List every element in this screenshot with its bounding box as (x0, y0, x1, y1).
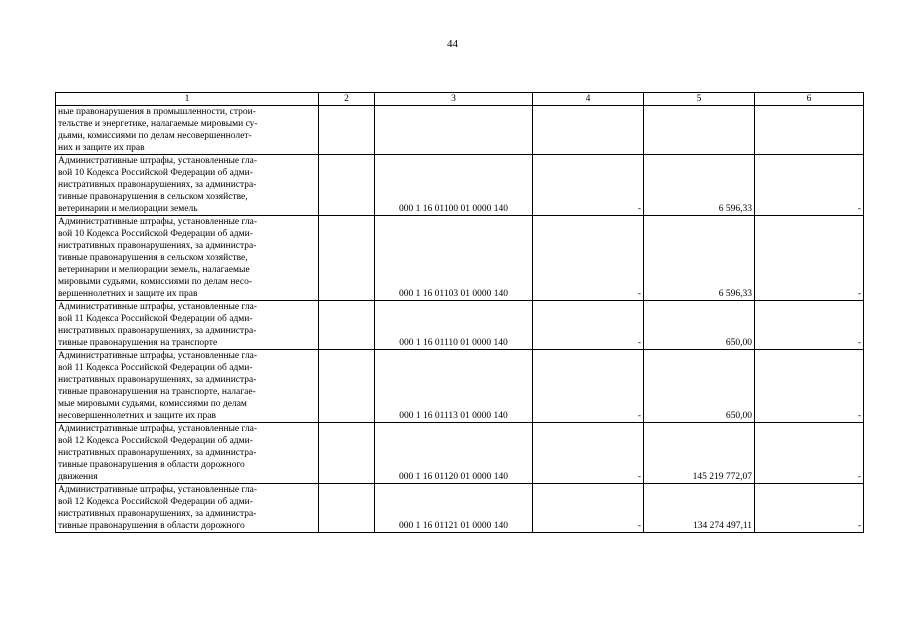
description-line: Административные штрафы, установленные гла- (58, 217, 258, 227)
description-line: тивные правонарушения в сельском хозяйстве, (58, 192, 248, 202)
row-description (56, 106, 319, 155)
description-line: нистративных правонарушениях, за администра- (58, 448, 257, 458)
cell-col6: - (755, 155, 864, 216)
description-line: тивные правонарушения на транспорте, налагае- (58, 387, 256, 397)
cell-col2 (319, 423, 375, 484)
cell-col4: - (533, 350, 644, 423)
description-line: Административные штрафы, установленные гла- (58, 485, 258, 495)
cell-col4: - (533, 484, 644, 533)
description-line: нистративных правонарушениях, за администра- (58, 326, 257, 336)
table-row (56, 350, 864, 423)
row-description (56, 216, 319, 301)
description-line: Административные штрафы, установленные гла- (58, 351, 258, 361)
description-line: тивные правонарушения в области дорожного (58, 521, 245, 531)
cell-col4: - (533, 155, 644, 216)
description-line: нистративных правонарушениях, за администра- (58, 180, 257, 190)
cell-col6 (755, 106, 864, 155)
amount-cell: 650,00 (644, 350, 755, 423)
table-row (56, 155, 864, 216)
column-header-1: 1 (56, 93, 319, 106)
amount-cell: 145 219 772,07 (644, 423, 755, 484)
description-line: ные правонарушения в промышленности, строи- (58, 107, 256, 117)
cell-col6: - (755, 350, 864, 423)
description-line: вой 10 Кодекса Российской Федерации об адми- (58, 168, 253, 178)
row-description (56, 155, 319, 216)
row-description (56, 350, 319, 423)
description-line: вой 12 Кодекса Российской Федерации об адми- (58, 436, 253, 446)
description-line: вой 10 Кодекса Российской Федерации об адми- (58, 229, 253, 239)
column-header-2: 2 (319, 93, 375, 106)
amount-cell: 650,00 (644, 301, 755, 350)
description-line: тивные правонарушения на транспорте (58, 338, 218, 348)
cell-col4: - (533, 423, 644, 484)
row-description (56, 301, 319, 350)
budget-code-cell: 000 1 16 01113 01 0000 140 (375, 350, 533, 423)
table-body (56, 106, 864, 533)
cell-col6: - (755, 423, 864, 484)
table-row (56, 301, 864, 350)
budget-code-cell: 000 1 16 01103 01 0000 140 (375, 216, 533, 301)
amount-cell (644, 106, 755, 155)
cell-col4: - (533, 301, 644, 350)
description-line: Административные штрафы, установленные гла- (58, 302, 258, 312)
description-line: нистративных правонарушениях, за администра- (58, 509, 257, 519)
cell-col2 (319, 106, 375, 155)
budget-code-cell (375, 106, 533, 155)
budget-code-cell: 000 1 16 01100 01 0000 140 (375, 155, 533, 216)
description-line: тивные правонарушения в области дорожного (58, 460, 245, 470)
description-line: них и защите их прав (58, 143, 145, 153)
cell-col6: - (755, 216, 864, 301)
description-line: вершеннолетних и защите их прав (58, 289, 198, 299)
amount-cell: 134 274 497,11 (644, 484, 755, 533)
cell-col2 (319, 484, 375, 533)
description-line: вой 11 Кодекса Российской Федерации об адми- (58, 314, 253, 324)
budget-code-cell: 000 1 16 01120 01 0000 140 (375, 423, 533, 484)
budget-table (55, 92, 864, 533)
description-line: нистративных правонарушениях, за администра- (58, 241, 257, 251)
description-line: мые мировыми судьями, комиссиями по делам (58, 399, 247, 409)
description-line: ветеринарии и мелиорации земель, налагаемые (58, 265, 250, 275)
amount-cell: 6 596,33 (644, 216, 755, 301)
description-line: нистративных правонарушениях, за администра- (58, 375, 257, 385)
description-line: Административные штрафы, установленные гла- (58, 156, 258, 166)
description-line: тивные правонарушения в сельском хозяйстве, (58, 253, 248, 263)
description-line: вой 11 Кодекса Российской Федерации об адми- (58, 363, 253, 373)
description-line: Административные штрафы, установленные гла- (58, 424, 258, 434)
cell-col2 (319, 216, 375, 301)
description-line: ветеринарии и мелиорации земель (58, 204, 198, 214)
page-number: 44 (447, 38, 458, 50)
cell-col2 (319, 301, 375, 350)
cell-col2 (319, 155, 375, 216)
table-row (56, 423, 864, 484)
column-header-6: 6 (755, 93, 864, 106)
table-row (56, 106, 864, 155)
description-line: тельстве и энергетике, налагаемые мировыми су- (58, 119, 258, 129)
description-line: мировыми судьями, комиссиями по делам несо- (58, 277, 252, 287)
description-line: вой 12 Кодекса Российской Федерации об адми- (58, 497, 253, 507)
column-header-3: 3 (375, 93, 533, 106)
cell-col4: - (533, 216, 644, 301)
row-description (56, 423, 319, 484)
column-header-5: 5 (644, 93, 755, 106)
table-row (56, 484, 864, 533)
description-line: дьями, комиссиями по делам несовершеннолет- (58, 131, 252, 141)
cell-col6: - (755, 301, 864, 350)
cell-col4 (533, 106, 644, 155)
amount-cell: 6 596,33 (644, 155, 755, 216)
description-line: несовершеннолетних и защите их прав (58, 411, 216, 421)
table-row (56, 216, 864, 301)
budget-code-cell: 000 1 16 01121 01 0000 140 (375, 484, 533, 533)
budget-code-cell: 000 1 16 01110 01 0000 140 (375, 301, 533, 350)
column-number-row (56, 93, 864, 106)
row-description (56, 484, 319, 533)
column-header-4: 4 (533, 93, 644, 106)
cell-col6: - (755, 484, 864, 533)
description-line: движения (58, 472, 98, 482)
cell-col2 (319, 350, 375, 423)
